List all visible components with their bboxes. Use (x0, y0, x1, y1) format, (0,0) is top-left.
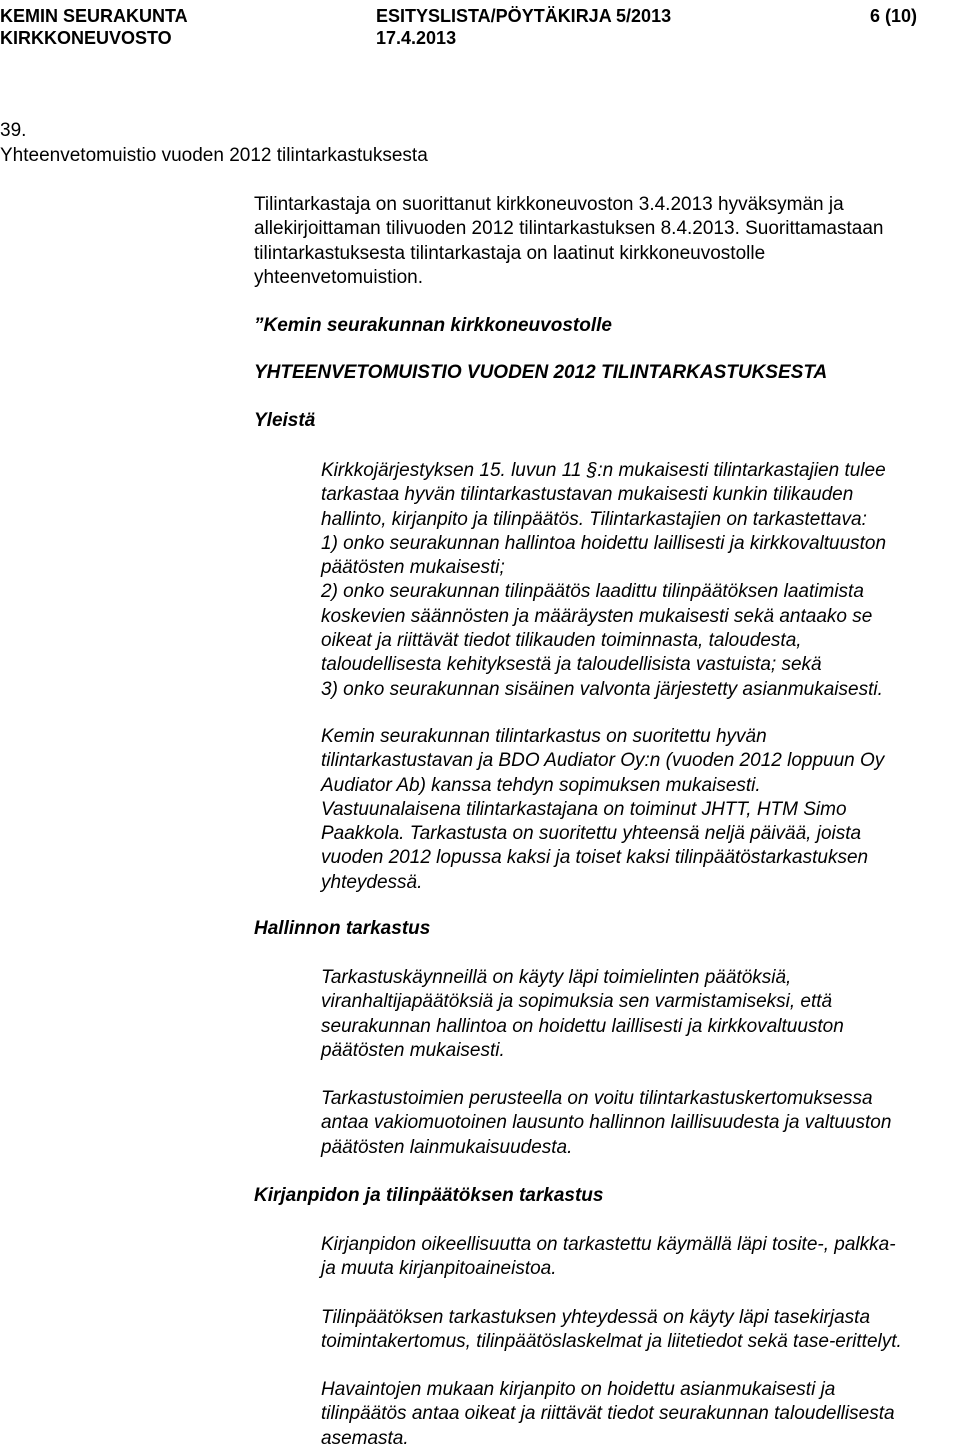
text-line: 3) onko seurakunnan sisäinen valvonta järjestetty asianmukaisesti. (321, 678, 883, 700)
text-line: toimintakertomus, tilinpäätöslaskelmat ja liitetiedot sekä tase-erittelyt. (321, 1331, 902, 1353)
memo-recipient: ”Kemin seurakunnan kirkkoneuvostolle (254, 315, 612, 336)
text-line: Tilintarkastaja on suorittanut kirkkoneuvoston 3.4.2013 hyväksymän ja (254, 194, 844, 215)
intro-paragraph (254, 193, 883, 290)
header-body: KIRKKONEUVOSTO (0, 28, 172, 48)
text-line: 2) onko seurakunnan tilinpäätös laadittu tilinpäätöksen laatimista (321, 581, 864, 603)
text-line: Audiator Ab) kanssa tehdyn sopimuksen mukaisesti. (321, 774, 761, 796)
text-line: tilintarkastuksesta tilintarkastaja on laatinut kirkkoneuvostolle (254, 242, 766, 264)
hallinto-paragraph-2 (321, 1087, 891, 1160)
header-doc-type: ESITYSLISTA/PÖYTÄKIRJA 5/2013 (376, 6, 672, 26)
text-line: Paakkola. Tarkastusta on suoritettu yhteensä neljä päivää, joista (321, 823, 862, 845)
heading-hallinnon-tarkastus: Hallinnon tarkastus (254, 918, 431, 939)
text-line: Kemin seurakunnan tilintarkastus on suoritettu hyvän (321, 726, 767, 747)
text-line: koskevien säännösten ja määräysten mukaisesti sekä antaako se (321, 605, 873, 627)
text-line: antaa vakiomuotoinen lausunto hallinnon laillisuudesta ja valtuuston (321, 1112, 892, 1134)
header-org: KEMIN SEURAKUNTA (0, 6, 188, 26)
header-date: 17.4.2013 (376, 28, 457, 48)
text-line: seurakunnan hallintoa on hoidettu laillisesti ja kirkkovaltuuston (321, 1015, 844, 1037)
header-page-number: 6 (10) (870, 6, 918, 26)
heading-kirjanpidon-tarkastus: Kirjanpidon ja tilinpäätöksen tarkastus (254, 1185, 604, 1206)
text-line: Tarkastuskäynneillä on käyty läpi toimielinten päätöksiä, (321, 967, 792, 988)
text-line: Vastuunalaisena tilintarkastajana on toiminut JHTT, HTM Simo (321, 798, 847, 820)
text-line: yhteydessä. (321, 871, 423, 893)
text-line: Kirjanpidon oikeellisuutta on tarkastettu käymällä läpi tosite-, palkka- (321, 1234, 896, 1255)
kirjanpito-paragraph-3 (321, 1378, 895, 1451)
memo-title: YHTEENVETOMUISTIO VUODEN 2012 TILINTARKASTUKSESTA (254, 362, 828, 383)
text-line: allekirjoittaman tilivuoden 2012 tilintarkastuksen 8.4.2013. Suorittamastaan (254, 218, 884, 240)
text-line: päätösten lainmukaisuudesta. (321, 1136, 573, 1158)
text-line: viranhaltijapäätöksiä ja sopimuksia sen varmistamiseksi, että (321, 991, 833, 1013)
text-line: Tarkastustoimien perusteella on voitu tilintarkastuskertomuksessa (321, 1088, 873, 1109)
text-line: yhteenvetomuistion. (254, 266, 423, 288)
hallinto-paragraph-1 (321, 966, 844, 1063)
text-line: Tilinpäätöksen tarkastuksen yhteydessä on käyty läpi tasekirjasta (321, 1307, 871, 1328)
heading-yleista: Yleistä (254, 410, 316, 431)
text-line: vuoden 2012 lopussa kaksi ja toiset kaksi tilinpäätöstarkastuksen (321, 847, 869, 869)
yleista-paragraph-2 (321, 725, 884, 895)
text-line: Havaintojen mukaan kirjanpito on hoidettu asianmukaisesti ja (321, 1379, 836, 1400)
text-line: oikeat ja riittävät tiedot tilikauden toiminnasta, taloudesta, (321, 630, 802, 652)
text-line: 1) onko seurakunnan hallintoa hoidettu laillisesti ja kirkkovaltuuston (321, 532, 887, 554)
text-line: tarkastaa hyvän tilintarkastustavan mukaisesti kunkin tilikauden (321, 484, 854, 506)
text-line: päätösten mukaisesti; (321, 557, 505, 579)
text-line: taloudellisesta kehityksestä ja taloudellisista vastuista; sekä (321, 654, 822, 676)
text-line: ja muuta kirjanpitoaineistoa. (321, 1258, 557, 1280)
kirjanpito-paragraph-2 (321, 1306, 902, 1355)
section-number: 39. (0, 120, 27, 141)
text-line: tilinpäätös antaa oikeat ja riittävät tiedot seurakunnan taloudellisesta (321, 1403, 895, 1425)
text-line: asemasta. (321, 1427, 409, 1449)
text-line: Kirkkojärjestyksen 15. luvun 11 §:n mukaisesti tilintarkastajien tulee (321, 460, 886, 481)
section-title: Yhteenvetomuistio vuoden 2012 tilintarkastuksesta (0, 145, 428, 166)
text-line: tilintarkastustavan ja BDO Audiator Oy:n (vuoden 2012 loppuun Oy (321, 750, 885, 772)
kirjanpito-paragraph-1 (321, 1233, 896, 1282)
yleista-paragraph-1 (321, 459, 886, 702)
text-line: hallinto, kirjanpito ja tilinpäätös. Tilintarkastajien on tarkastettava: (321, 508, 867, 530)
text-line: päätösten mukaisesti. (321, 1039, 505, 1061)
